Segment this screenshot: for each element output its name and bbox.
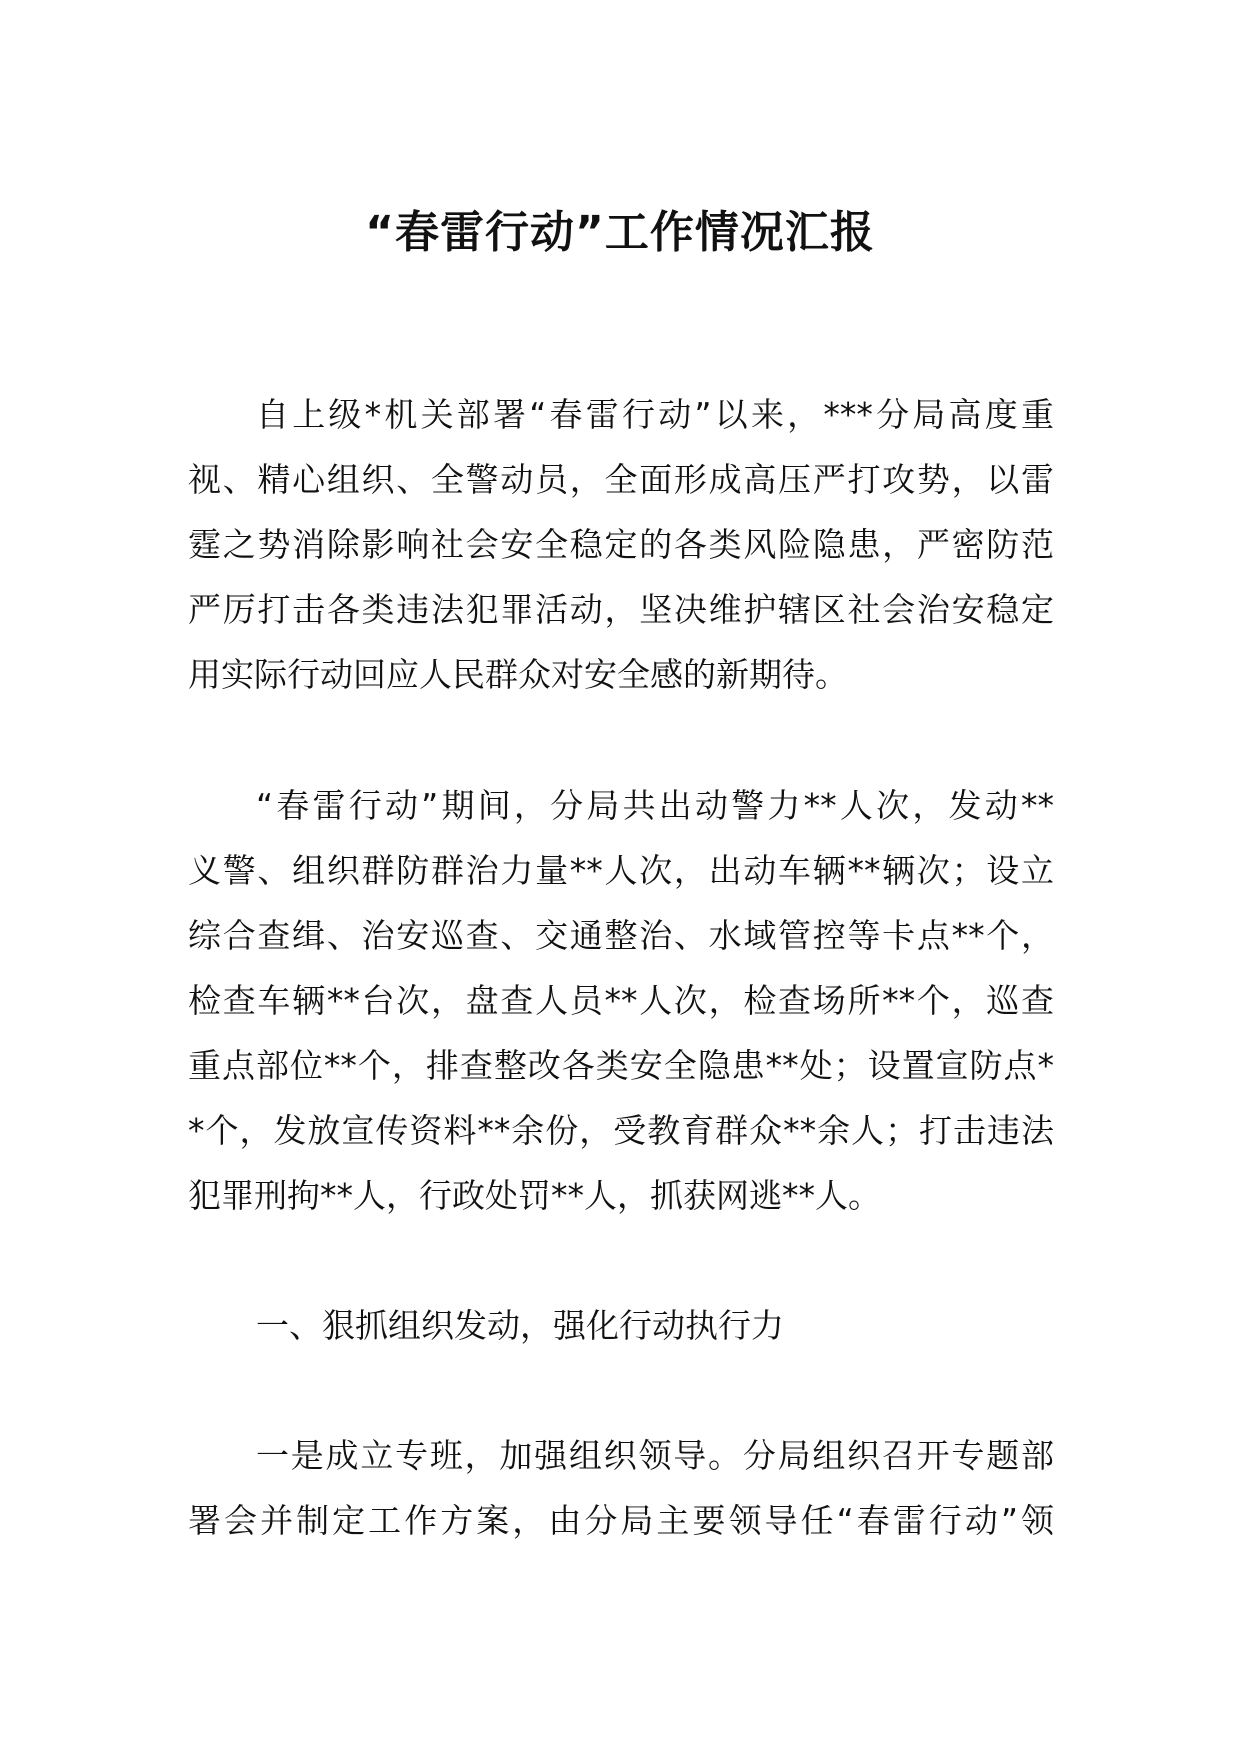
- section-heading: 一、狠抓组织发动，强化行动执行力: [256, 1306, 784, 1345]
- paragraph-line: 视、精心组织、全警动员，全面形成高压严打攻势，以雷: [188, 460, 1054, 499]
- paragraph-intro: [188, 382, 1054, 707]
- paragraph-line: “春雷行动”期间，分局共出动警力**人次，发动**: [256, 786, 1054, 825]
- paragraph-line: 霆之势消除影响社会安全稳定的各类风险隐患，严密防范: [188, 525, 1054, 564]
- paragraph-line: 一是成立专班，加强组织领导。分局组织召开专题部: [256, 1436, 1054, 1475]
- document-title: “春雷行动”工作情况汇报: [365, 207, 875, 258]
- paragraph-line: 自上级*机关部署“春雷行动”以来，***分局高度重: [256, 395, 1054, 434]
- paragraph-line: 严厉打击各类违法犯罪活动，坚决维护辖区社会治安稳定: [188, 590, 1054, 629]
- paragraph-line: 署会并制定工作方案，由分局主要领导任“春雷行动”领: [188, 1501, 1054, 1540]
- paragraph-line: 综合查缉、治安巡查、交通整治、水域管控等卡点**个，: [188, 916, 1054, 955]
- paragraph-line: 犯罪刑拘**人，行政处罚**人，抓获网逃**人。: [188, 1176, 881, 1215]
- section-heading-block: [188, 1293, 1054, 1358]
- paragraph-line: 重点部位**个，排查整改各类安全隐患**处；设置宣防点*: [188, 1046, 1054, 1085]
- paragraph-line: 检查车辆**台次，盘查人员**人次，检查场所**个，巡查: [188, 981, 1054, 1020]
- paragraph-statistics: [188, 773, 1054, 1228]
- paragraph-line: 用实际行动回应人民群众对安全感的新期待。: [188, 655, 848, 694]
- paragraph-organization: [188, 1423, 1054, 1553]
- paragraph-line: *个，发放宣传资料**余份，受教育群众**余人；打击违法: [188, 1111, 1054, 1150]
- paragraph-line: 义警、组织群防群治力量**人次，出动车辆**辆次；设立: [188, 851, 1054, 890]
